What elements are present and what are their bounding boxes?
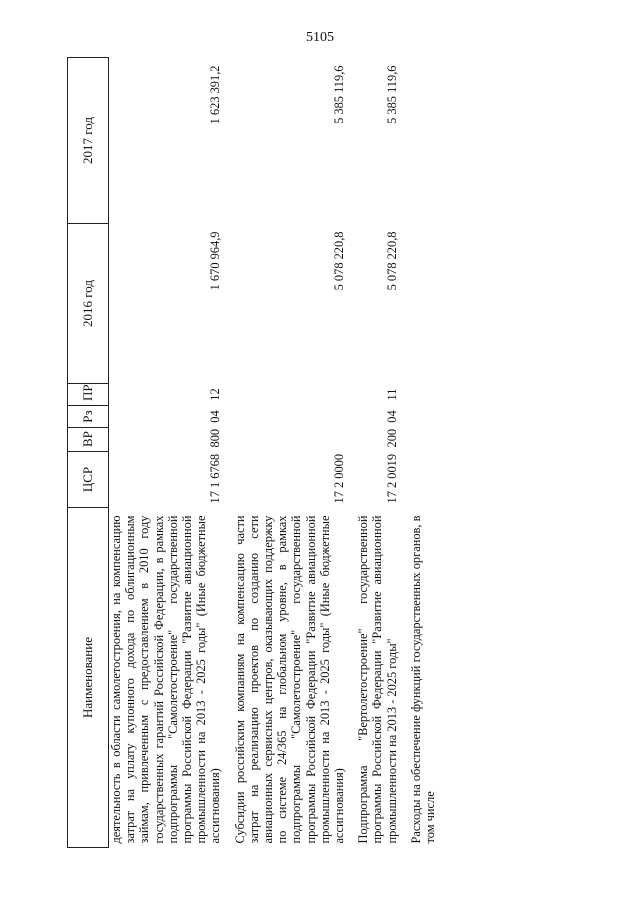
row-name: деятельность в области самолетостроения, на компенсацию затрат на уплату купонного дохода по облигационным займам, привлеченным с предоставлением в 2010 году государственных гарантий Российской Федерации, в рамках подпрограммы "Самолетостроение" государственной программы Российской Федерации "Развитие авиационной промышленности на 2013 - 2025 годы" (Иные бюджетные ассигнования) [109,515,223,844]
row-name: Подпрограмма "Вертолетостроение" государственной программы Российской Федерации "Развитие авиационной промышленности на 2013 - 2025 годы" [356,515,399,844]
header-vr: ВР [68,428,109,452]
row-2016: 1 670 964,9 [208,231,223,291]
row-csr: 17 2 0019 [384,453,399,504]
row-2017: 5 385 119,6 [332,65,347,124]
row-2016: 5 078 220,8 [332,231,347,291]
row-2016: 5 078 220,8 [384,231,399,291]
rotated-table-page [67,58,607,848]
row-rz: 04 [384,410,399,423]
row-pr [403,384,441,406]
row-pr [227,384,351,406]
table-row [109,58,227,848]
row-name: Расходы на обеспечение функций государственных органов, в том числе [408,515,438,844]
row-2017: 1 623 391,2 [208,65,223,125]
page-number: 5105 [306,30,334,45]
row-vr: 800 [208,428,223,448]
row-2017 [403,58,441,224]
row-vr: 200 [384,428,399,448]
row-2016 [403,224,441,384]
header-pr: ПР [68,384,109,406]
budget-table [67,57,441,848]
header-csr: ЦСР [68,452,109,508]
table-row [403,58,441,848]
table-row [227,58,351,848]
row-vr [227,428,351,452]
header-2016: 2016 год [68,224,109,384]
row-2017: 5 385 119,6 [384,65,399,124]
table-row [350,58,403,848]
row-pr: 11 [384,388,399,401]
table-header-row [68,58,109,848]
row-rz [403,406,441,428]
header-2017: 2017 год [68,58,109,224]
row-name: Субсидии российским компаниям на компенсацию части затрат на реализацию проектов по созданию сети авиационных сервисных центров, оказывающих поддержку по системе 24/365 на глобальном уровне, в рамках подпрограммы "Самолетостроение" государственной программы Российской Федерации "Развитие авиационной промышленности на 2013 - 2025 годы" (Иные бюджетные ассигнования) [232,515,347,844]
row-vr [403,428,441,452]
row-rz: 04 [208,410,223,423]
row-pr: 12 [208,388,223,401]
row-csr: 17 2 0000 [332,453,347,504]
row-csr [403,452,441,508]
row-csr: 17 1 6768 [208,453,223,504]
header-rz: Рз [68,406,109,428]
row-rz [227,406,351,428]
header-name: Наименование [68,508,109,848]
